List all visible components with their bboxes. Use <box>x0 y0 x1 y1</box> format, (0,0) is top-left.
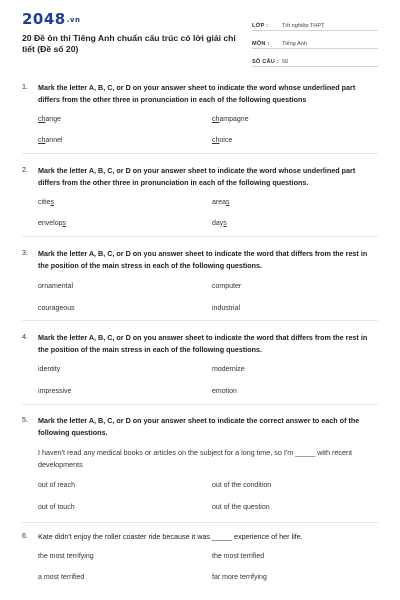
underlined-part: ch <box>212 116 220 123</box>
option-b[interactable]: out of the condition <box>212 482 272 489</box>
question-instruction: Mark the letter A, B, C, or D on your answer sheet to indicate the correct answer to each of the following questions. <box>38 416 360 437</box>
option-c[interactable] <box>38 220 66 227</box>
underlined-part: ch <box>212 137 220 144</box>
question-instruction: Mark the letter A, B, C, or D on you answer sheet to indicate the word that differs from the rest in the position of the main stress in each of the following questions. <box>38 249 368 270</box>
option-b[interactable]: computer <box>212 283 242 290</box>
question-number: 1. <box>22 82 28 91</box>
underlined-part: s <box>226 199 230 206</box>
option-c[interactable]: impressive <box>38 388 72 395</box>
option-c[interactable]: out of touch <box>38 504 75 511</box>
question-number: 6. <box>22 531 28 540</box>
option-b[interactable]: the most terrified <box>212 553 265 560</box>
underlined-part: s <box>50 199 54 206</box>
option-d[interactable] <box>212 220 227 227</box>
meta-label: LỚP : <box>252 23 269 29</box>
option-d[interactable]: industrial <box>212 305 241 312</box>
option-c[interactable]: a most terrified <box>38 574 85 581</box>
underlined-part: s <box>223 220 227 227</box>
question-sentence: I haven't read any medical books or articles on the subject for a long time, so I'm _____ with recent developments <box>38 448 352 469</box>
option-b[interactable] <box>212 199 230 206</box>
option-d[interactable]: far more terrifying <box>212 574 267 581</box>
meta-table <box>252 13 378 67</box>
meta-value: Tiếng Anh <box>282 41 307 47</box>
meta-value: Tốt nghiệp THPT <box>282 23 325 29</box>
question-instruction: Mark the letter A, B, C, or D on your answer sheet to indicate the word whose underlined part differs from the other three in pronunciation in each of the following questions <box>38 83 356 104</box>
question-number: 2. <box>22 165 28 174</box>
option-b[interactable]: modernize <box>212 366 245 373</box>
option-a[interactable]: out of reach <box>38 482 75 489</box>
question-instruction: Mark the letter A, B, C, or D on you answer sheet to indicate the word that differs from the rest in the position of the main stress in each of the following questions. <box>38 333 368 354</box>
option-d[interactable]: emotion <box>212 388 237 395</box>
question-sentence: Kate didn't enjoy the roller coaster ride because it was _____ experience of her life. <box>38 532 303 541</box>
question-number: 3. <box>22 248 28 257</box>
underlined-part: s <box>62 220 67 227</box>
option-d[interactable]: out of the question <box>212 504 270 511</box>
divider <box>22 236 378 237</box>
option-stem: citie <box>38 199 51 206</box>
meta-row-class <box>252 13 378 31</box>
option-a[interactable] <box>38 116 61 123</box>
option-stem: area <box>212 199 227 206</box>
option-rest: oice <box>219 137 233 144</box>
option-rest: annel <box>45 137 63 144</box>
option-b[interactable] <box>212 116 249 123</box>
option-a[interactable]: identity <box>38 366 61 373</box>
logo-suffix: .vn <box>66 16 81 24</box>
logo-text: 2048 <box>22 10 66 28</box>
divider <box>22 153 378 154</box>
question-number: 5. <box>22 415 28 424</box>
question-instruction: Mark the letter A, B, C, or D on your answer sheet to indicate the word whose underlined part differs from the other three in pronunciation in each of the following questions. <box>38 166 356 187</box>
document-title: 20 Đề ôn thi Tiếng Anh chuẩn cấu trúc có lời giải chi tiết (Đề số 20) <box>22 33 236 54</box>
site-logo[interactable] <box>22 10 80 28</box>
option-a[interactable]: ornamental <box>38 283 74 290</box>
option-c[interactable]: courageous <box>38 305 75 312</box>
meta-value: 50 <box>282 59 289 65</box>
option-stem: day <box>212 220 224 227</box>
meta-label: SỐ CÂU : <box>252 59 279 65</box>
divider <box>22 320 378 321</box>
option-a[interactable] <box>38 199 54 206</box>
meta-label: MÔN : <box>252 41 270 47</box>
option-stem: envelop <box>38 220 63 227</box>
divider <box>22 522 378 523</box>
option-rest: ampagne <box>219 116 249 123</box>
underlined-part: ch <box>38 137 46 144</box>
option-a[interactable]: the most terrifying <box>38 553 94 560</box>
option-rest: ange <box>45 116 61 123</box>
option-d[interactable] <box>212 137 232 144</box>
divider <box>22 404 378 405</box>
option-c[interactable] <box>38 137 63 144</box>
meta-row-subject <box>252 31 378 49</box>
question-number: 4. <box>22 332 28 341</box>
document-header <box>0 0 400 65</box>
underlined-part: ch <box>38 116 46 123</box>
meta-row-count <box>252 49 378 67</box>
